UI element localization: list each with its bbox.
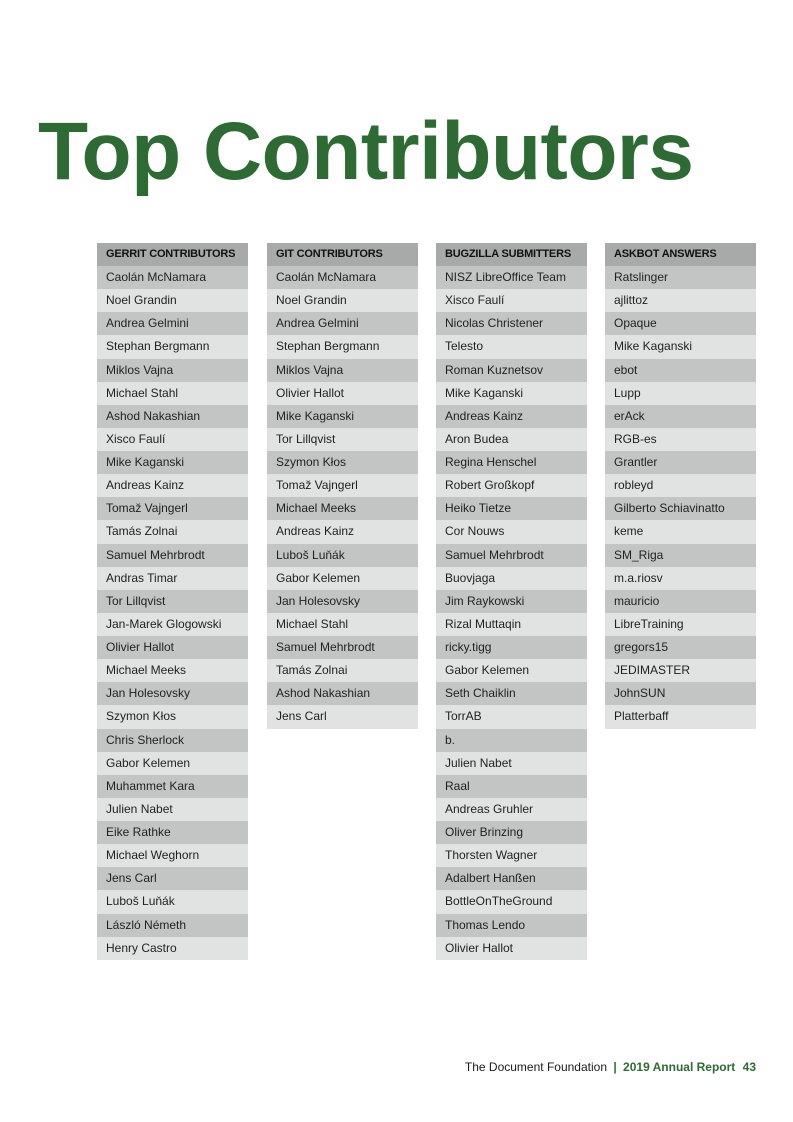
table-row: Andreas Kainz <box>97 474 248 497</box>
table-row: Jan Holesovsky <box>267 590 418 613</box>
table-row: Stephan Bergmann <box>97 335 248 358</box>
table-row: Platterbaff <box>605 705 756 728</box>
table-row: Jens Carl <box>97 867 248 890</box>
table-row: Telesto <box>436 335 587 358</box>
table-row: Jim Raykowski <box>436 590 587 613</box>
table-row: Szymon Kłos <box>267 451 418 474</box>
table-row: erAck <box>605 405 756 428</box>
table-row: Muhammet Kara <box>97 775 248 798</box>
table-row: Jan Holesovsky <box>97 682 248 705</box>
table-row: Miklos Vajna <box>267 359 418 382</box>
table-row: keme <box>605 520 756 543</box>
table-row: Caolán McNamara <box>267 266 418 289</box>
table-row: Tor Lillqvist <box>267 428 418 451</box>
table-row: ricky.tigg <box>436 636 587 659</box>
page-title: Top Contributors <box>38 106 694 197</box>
table-row: Robert Großkopf <box>436 474 587 497</box>
table-row: Luboš Luňák <box>97 890 248 913</box>
table-row: Samuel Mehrbrodt <box>267 636 418 659</box>
page-footer <box>465 1060 756 1074</box>
table-row: Adalbert Hanßen <box>436 867 587 890</box>
table-row: Julien Nabet <box>97 798 248 821</box>
table-header: GIT CONTRIBUTORS <box>267 243 418 266</box>
table-row: Xisco Faulí <box>436 289 587 312</box>
table-row: NISZ LibreOffice Team <box>436 266 587 289</box>
table-row: Roman Kuznetsov <box>436 359 587 382</box>
table-row: Cor Nouws <box>436 520 587 543</box>
table-header: ASKBOT ANSWERS <box>605 243 756 266</box>
table-row: Andreas Gruhler <box>436 798 587 821</box>
table-row: Oliver Brinzing <box>436 821 587 844</box>
table-row: Michael Stahl <box>267 613 418 636</box>
table-row: Ratslinger <box>605 266 756 289</box>
table-row: Andreas Kainz <box>436 405 587 428</box>
table-row: Raal <box>436 775 587 798</box>
footer-separator: | <box>613 1060 617 1074</box>
table-row: Nicolas Christener <box>436 312 587 335</box>
table-row: ajlittoz <box>605 289 756 312</box>
table-row: Rizal Muttaqin <box>436 613 587 636</box>
table-row: Samuel Mehrbrodt <box>436 544 587 567</box>
table-row: Andrea Gelmini <box>267 312 418 335</box>
table-row: Tomaž Vajngerl <box>97 497 248 520</box>
table-row: Jan-Marek Glogowski <box>97 613 248 636</box>
table-row: Andras Timar <box>97 567 248 590</box>
table-row: Tor Lillqvist <box>97 590 248 613</box>
table-row: Michael Meeks <box>97 659 248 682</box>
gerrit-contributors-table <box>97 243 248 960</box>
table-row: Noel Grandin <box>267 289 418 312</box>
askbot-answers-table <box>605 243 756 729</box>
table-row: Henry Castro <box>97 937 248 960</box>
table-row: Tamás Zolnai <box>267 659 418 682</box>
footer-organization: The Document Foundation <box>464 1060 607 1074</box>
table-row: TorrAB <box>436 705 587 728</box>
table-row: Ashod Nakashian <box>97 405 248 428</box>
table-row: Mike Kaganski <box>97 451 248 474</box>
table-row: Jens Carl <box>267 705 418 728</box>
table-row: JEDIMASTER <box>605 659 756 682</box>
table-row: Olivier Hallot <box>97 636 248 659</box>
table-header: BUGZILLA SUBMITTERS <box>436 243 587 266</box>
table-row: BottleOnTheGround <box>436 890 587 913</box>
table-row: Eike Rathke <box>97 821 248 844</box>
table-row: Gilberto Schiavinatto <box>605 497 756 520</box>
git-contributors-table <box>267 243 418 729</box>
table-row: JohnSUN <box>605 682 756 705</box>
table-row: Tomaž Vajngerl <box>267 474 418 497</box>
table-row: RGB-es <box>605 428 756 451</box>
table-row: m.a.riosv <box>605 567 756 590</box>
table-row: Andrea Gelmini <box>97 312 248 335</box>
table-row: Chris Sherlock <box>97 729 248 752</box>
table-row: Grantler <box>605 451 756 474</box>
table-row: Noel Grandin <box>97 289 248 312</box>
table-row: Luboš Luňák <box>267 544 418 567</box>
table-row: Mike Kaganski <box>605 335 756 358</box>
table-row: Aron Budea <box>436 428 587 451</box>
table-row: Michael Weghorn <box>97 844 248 867</box>
table-row: Michael Meeks <box>267 497 418 520</box>
table-row: Xisco Faulí <box>97 428 248 451</box>
footer-report-title: 2019 Annual Report <box>623 1060 736 1074</box>
table-row: Stephan Bergmann <box>267 335 418 358</box>
table-row: Gabor Kelemen <box>97 752 248 775</box>
table-row: Samuel Mehrbrodt <box>97 544 248 567</box>
table-row: Gabor Kelemen <box>436 659 587 682</box>
table-row: Heiko Tietze <box>436 497 587 520</box>
table-row: Ashod Nakashian <box>267 682 418 705</box>
table-row: gregors15 <box>605 636 756 659</box>
table-row: Buovjaga <box>436 567 587 590</box>
table-row: Regina Henschel <box>436 451 587 474</box>
table-row: Michael Stahl <box>97 382 248 405</box>
table-row: Thomas Lendo <box>436 914 587 937</box>
table-row: Mike Kaganski <box>267 405 418 428</box>
table-row: Opaque <box>605 312 756 335</box>
table-row: Miklos Vajna <box>97 359 248 382</box>
table-row: b. <box>436 729 587 752</box>
table-row: Tamás Zolnai <box>97 520 248 543</box>
table-row: LibreTraining <box>605 613 756 636</box>
table-row: Mike Kaganski <box>436 382 587 405</box>
table-row: ebot <box>605 359 756 382</box>
table-header: GERRIT CONTRIBUTORS <box>97 243 248 266</box>
table-row: Thorsten Wagner <box>436 844 587 867</box>
table-row: mauricio <box>605 590 756 613</box>
table-row: Julien Nabet <box>436 752 587 775</box>
table-row: Caolán McNamara <box>97 266 248 289</box>
table-row: László Németh <box>97 914 248 937</box>
page-number: 43 <box>742 1060 756 1074</box>
table-row: Seth Chaiklin <box>436 682 587 705</box>
table-row: Lupp <box>605 382 756 405</box>
table-row: SM_Riga <box>605 544 756 567</box>
bugzilla-submitters-table <box>436 243 587 960</box>
table-row: Olivier Hallot <box>436 937 587 960</box>
table-row: Andreas Kainz <box>267 520 418 543</box>
table-row: robleyd <box>605 474 756 497</box>
table-row: Szymon Kłos <box>97 705 248 728</box>
table-row: Olivier Hallot <box>267 382 418 405</box>
table-row: Gabor Kelemen <box>267 567 418 590</box>
